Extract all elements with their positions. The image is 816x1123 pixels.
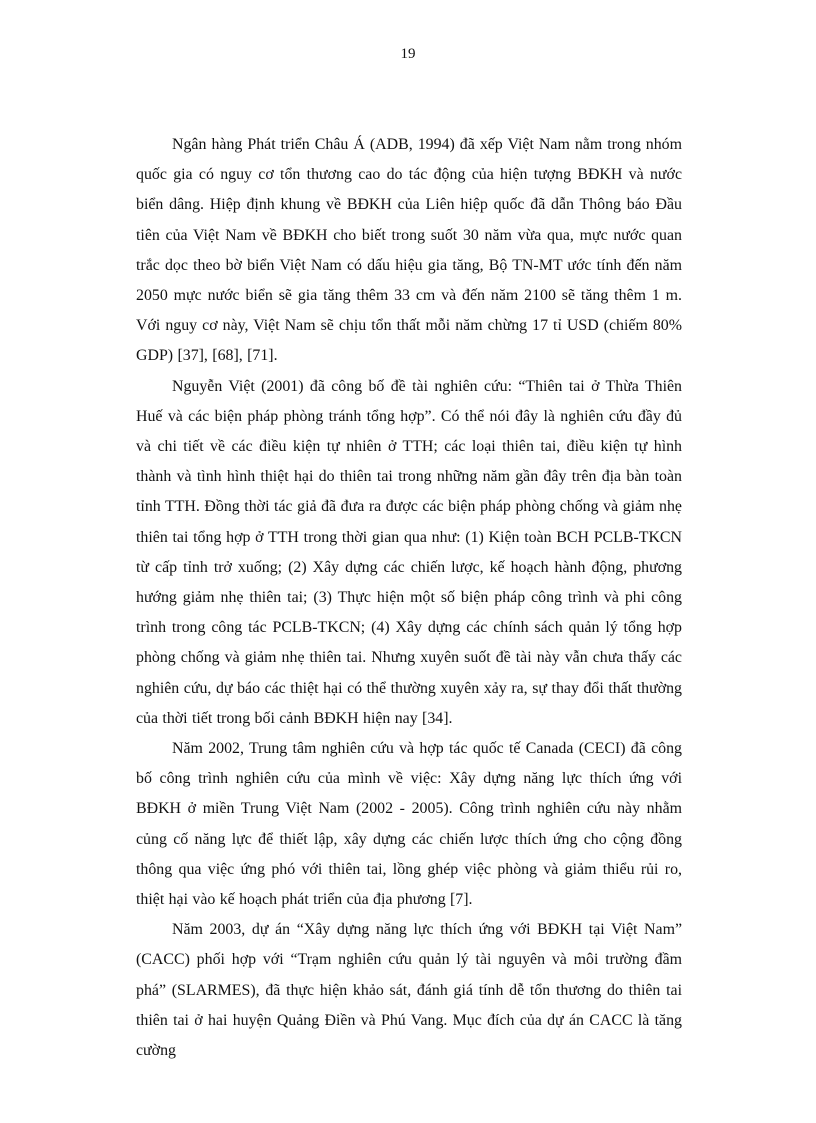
body-text [136, 130, 682, 1066]
paragraph-nguyen-viet: Nguyễn Việt (2001) đã công bố đề tài nghiên cứu: “Thiên tai ở Thừa Thiên Huế và các biện pháp phòng tránh tổng hợp”. Có thể nói đây là nghiên cứu đầy đủ và chi tiết về các điều kiện tự nhiên ở TTH; các loại thiên tai, điều kiện tự hình thành và tình hình thiệt hại do thiên tai trong những năm gần đây trên địa bàn toàn tỉnh TTH. Đồng thời tác giả đã đưa ra được các biện pháp phòng chống và giảm nhẹ thiên tai tổng hợp ở TTH trong thời gian qua như: (1) Kiện toàn BCH PCLB-TKCN từ cấp tỉnh trở xuống; (2) Xây dựng các chiến lược, kế hoạch hành động, phương hướng giảm nhẹ thiên tai; (3) Thực hiện một số biện pháp công trình và phi công trình trong công tác PCLB-TKCN; (4) Xây dựng các chính sách quản lý tổng hợp phòng chống và giảm nhẹ thiên tai. Nhưng xuyên suốt đề tài này vẫn chưa thấy các nghiên cứu, dự báo các thiệt hại có thể thường xuyên xảy ra, sự thay đổi thất thường của thời tiết trong bối cảnh BĐKH hiện nay [34]. [136, 377, 682, 727]
page-number: 19 [400, 46, 416, 62]
paragraph-ceci: Năm 2002, Trung tâm nghiên cứu và hợp tác quốc tế Canada (CECI) đã công bố công trình nghiên cứu của mình về việc: Xây dựng năng lực thích ứng với BĐKH ở miền Trung Việt Nam (2002 - 2005). Công trình nghiên cứu này nhằm củng cố năng lực để thiết lập, xây dựng các chiến lược thích ứng cho cộng đồng thông qua việc ứng phó với thiên tai, lồng ghép việc phòng và giảm thiểu rủi ro, thiệt hại vào kế hoạch phát triển của địa phương [7]. [136, 740, 682, 909]
paragraph-cacc: Năm 2003, dự án “Xây dựng năng lực thích ứng với BĐKH tại Việt Nam” (CACC) phối hợp với “Trạm nghiên cứu quản lý tài nguyên và môi trường đầm phá” (SLARMES), đã thực hiện khảo sát, đánh giá tính dễ tổn thương do thiên tai thiên tai ở hai huyện Quảng Điền và Phú Vang. Mục đích của dự án CACC là tăng cường [136, 921, 682, 1060]
paragraph-adb: Ngân hàng Phát triển Châu Á (ADB, 1994) đã xếp Việt Nam nằm trong nhóm quốc gia có nguy cơ tổn thương cao do tác động của hiện tượng BĐKH và nước biển dâng. Hiệp định khung về BĐKH của Liên hiệp quốc đã dẫn Thông báo Đầu tiên của Việt Nam về BĐKH cho biết trong suốt 30 năm vừa qua, mực nước quan trắc dọc theo bờ biển Việt Nam có dấu hiệu gia tăng, Bộ TN-MT ước tính đến năm 2050 mực nước biển sẽ gia tăng thêm 33 cm và đến năm 2100 sẽ tăng thêm 1 m. Với nguy cơ này, Việt Nam sẽ chịu tổn thất mỗi năm chừng 17 tỉ USD (chiếm 80% GDP) [37], [68], [71]. [136, 136, 682, 365]
